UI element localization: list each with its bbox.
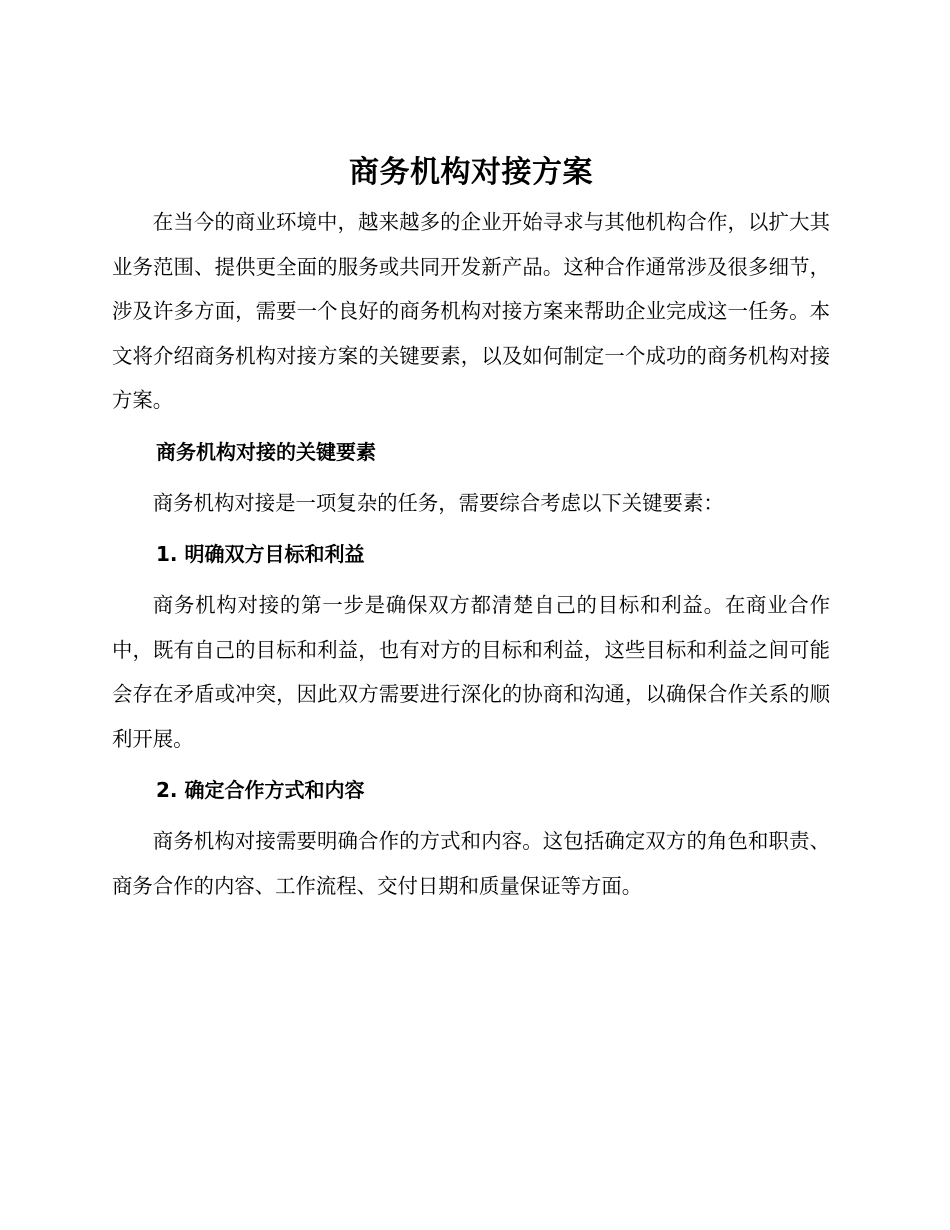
item-2-heading: 2. 确定合作方式和内容 [156, 778, 365, 802]
document-page [112, 150, 830, 908]
section-intro-paragraph: 商务机构对接是一项复杂的任务，需要综合考虑以下关键要素： [152, 490, 724, 515]
document-title: 商务机构对接方案 [349, 155, 593, 190]
item-2-paragraph: 商务机构对接需要明确合作的方式和内容。这包括确定双方的角色和职责、商务合作的内容、工作流程、交付日期和质量保证等方面。 [112, 829, 830, 898]
intro-paragraph: 在当今的商业环境中，越来越多的企业开始寻求与其他机构合作，以扩大其业务范围、提供更全面的服务或共同开发新产品。这种合作通常涉及很多细节，涉及许多方面，需要一个良好的商务机构对接方案来帮助企业完成这一任务。本文将介绍商务机构对接方案的关键要素，以及如何制定一个成功的商务机构对接方案。 [112, 210, 830, 412]
item-1-heading: 1. 明确双方目标和利益 [156, 542, 365, 566]
item-1-paragraph: 商务机构对接的第一步是确保双方都清楚自己的目标和利益。在商业合作中，既有自己的目标和利益，也有对方的目标和利益，这些目标和利益之间可能会存在矛盾或冲突，因此双方需要进行深化的协商和沟通，以确保合作关系的顺利开展。 [112, 593, 830, 751]
section-heading: 商务机构对接的关键要素 [156, 439, 376, 464]
